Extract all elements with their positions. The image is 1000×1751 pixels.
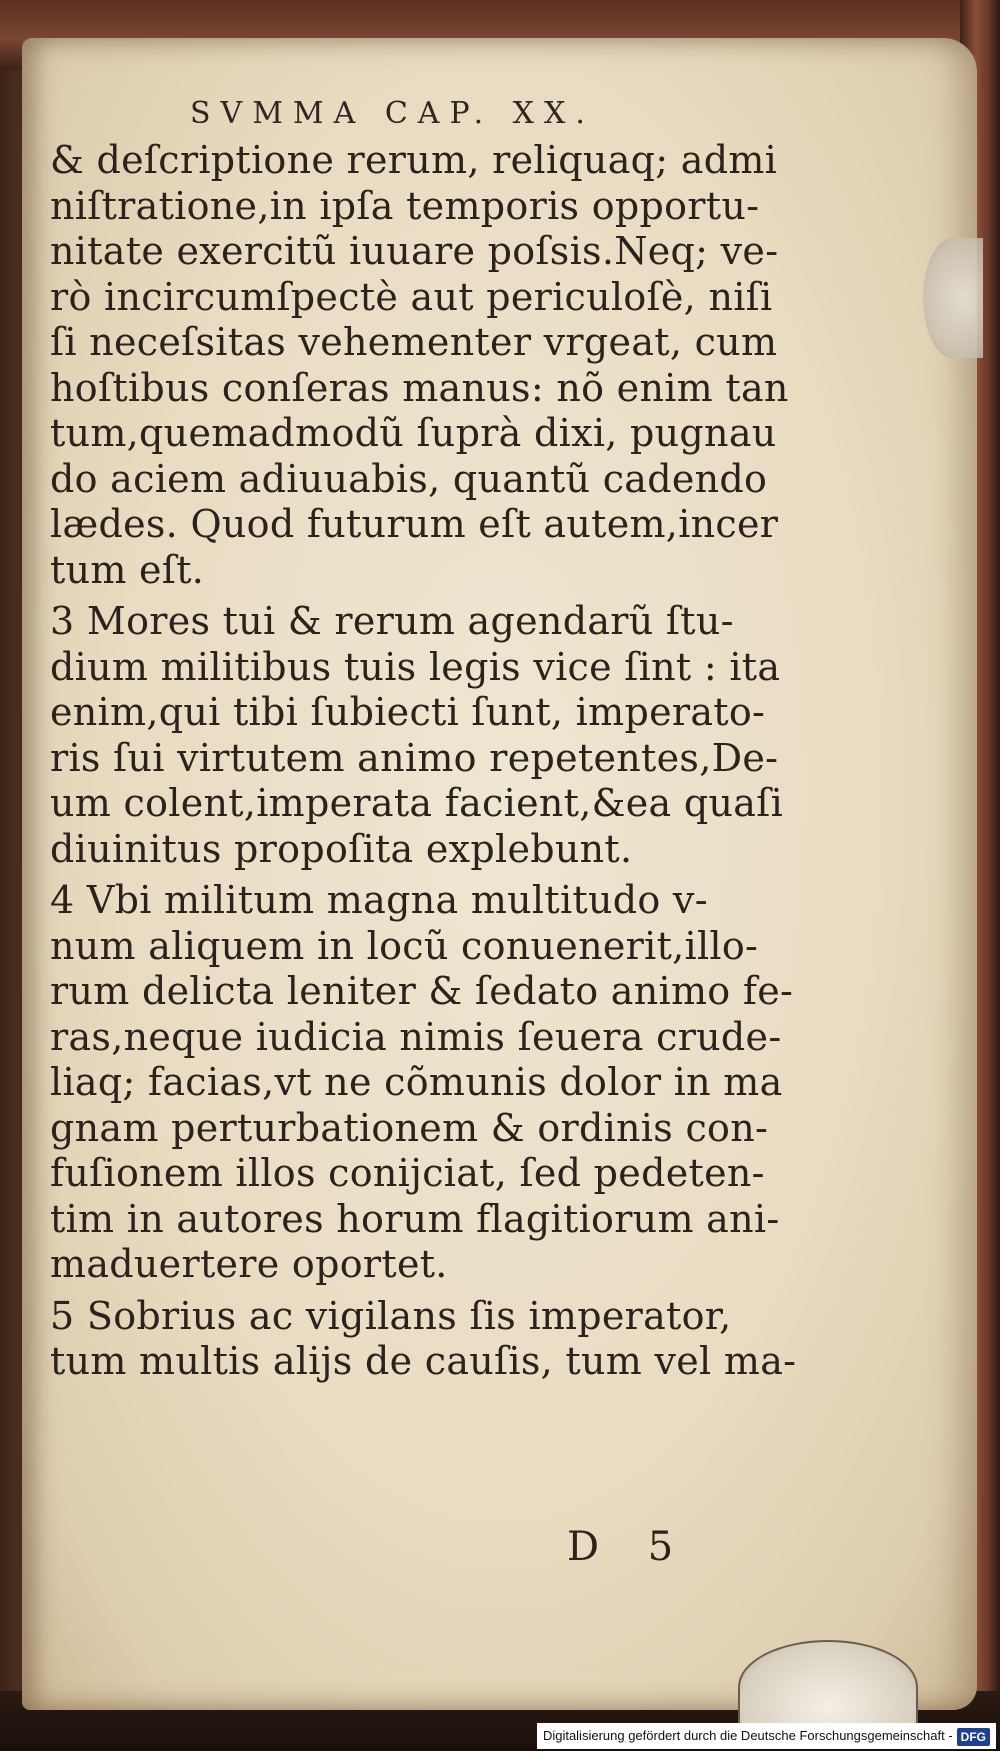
text-line: tum eſt. xyxy=(50,547,205,592)
text-line: do aciem adiuuabis, quantũ cadendo xyxy=(50,456,768,501)
text-line: rò incircumſpectè aut periculoſè, niſi xyxy=(50,274,773,319)
page-clip-bottom xyxy=(738,1640,918,1734)
running-head: SVMMA CAP. XX. xyxy=(190,96,595,131)
text-line: & deſcriptione rerum, reliquaq; admi xyxy=(50,138,778,182)
text-line: 3 Mores tui & rerum agendarũ ſtu- xyxy=(50,599,734,643)
digitization-credit xyxy=(537,1723,996,1749)
text-line: niſtratione,in ipſa temporis opportu- xyxy=(50,183,760,228)
text-line: 4 Vbi militum magna multitudo v- xyxy=(50,878,708,922)
text-line: ſi neceſsitas vehementer vrgeat, cum xyxy=(50,320,778,364)
text-line: um colent,imperata facient,&ea quaſi xyxy=(50,781,784,825)
text-line: hoſtibus conſeras manus: nõ enim tan xyxy=(50,365,789,410)
text-line: nitate exercitũ iuuare poſsis.Neq; ve- xyxy=(50,229,779,273)
text-line: ras,neque iudicia nimis ſeuera crude- xyxy=(50,1014,782,1059)
text-line: rum delicta leniter & ſedato animo fe- xyxy=(50,969,794,1013)
text-line: liaq; facias,vt ne cõmunis dolor in ma xyxy=(50,1060,783,1104)
signature-mark: D 5 xyxy=(567,1524,692,1570)
page-clip-right xyxy=(923,238,983,358)
book-page xyxy=(22,38,977,1710)
text-line: dium militibus tuis legis vice ſint : ita xyxy=(50,644,781,689)
text-line: maduertere oportet. xyxy=(50,1242,448,1286)
text-line: enim,qui tibi ſubiecti ſunt, imperato- xyxy=(50,690,766,734)
text-line: tum multis alijs de cauſis, tum vel ma- xyxy=(50,1339,797,1383)
credit-text: Digitalisierung gefördert durch die Deutsche Forschungsgemeinschaft - xyxy=(542,1728,953,1743)
text-line: ris ſui virtutem animo repetentes,De- xyxy=(50,735,779,780)
text-line: tum,quemadmodũ ſuprà dixi, pugnau xyxy=(50,411,777,455)
page-text xyxy=(50,94,797,1385)
text-line: 5 Sobrius ac vigilans ſis imperator, xyxy=(50,1293,732,1338)
text-line: lædes. Quod futurum eſt autem,incer xyxy=(50,502,779,546)
text-line: fuſionem illos conijciat, ſed pedeten- xyxy=(50,1151,765,1195)
text-line: diuinitus propoſita explebunt. xyxy=(50,826,633,871)
text-line: tim in autores horum flagitiorum ani- xyxy=(50,1196,780,1241)
dfg-logo: DFG xyxy=(957,1728,990,1746)
text-line: num aliquem in locũ conuenerit,illo- xyxy=(50,923,759,968)
text-line: gnam perturbationem & ordinis con- xyxy=(50,1105,769,1150)
